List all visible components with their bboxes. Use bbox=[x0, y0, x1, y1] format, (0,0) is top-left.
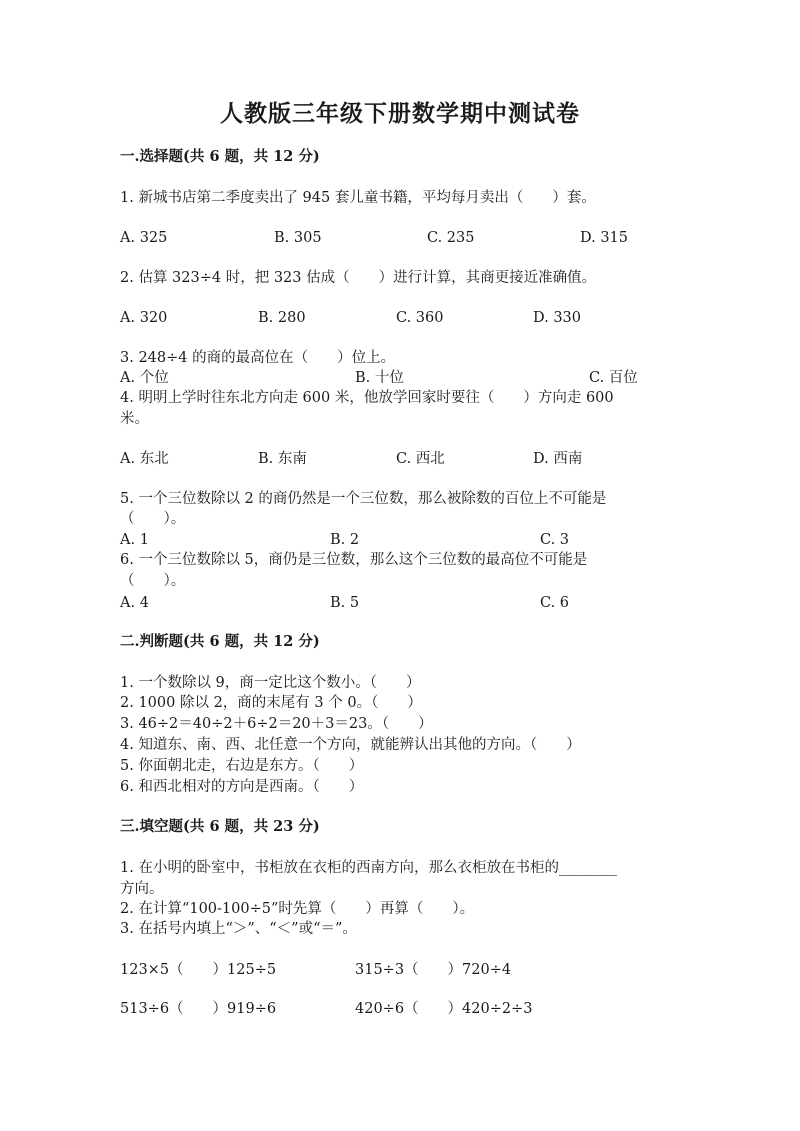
option-1-5-a: A. 1 bbox=[120, 532, 149, 548]
option-1-4-a: A. 东北 bbox=[120, 451, 169, 467]
question-1-4-line1: 4. 明明上学时往东北方向走 600 米，他放学回家时要往（ ）方向走 600 bbox=[120, 390, 614, 406]
option-1-4-b: B. 东南 bbox=[258, 451, 307, 467]
question-1-5-line2: （ ）。 bbox=[120, 511, 186, 527]
option-1-5-c: C. 3 bbox=[540, 532, 570, 548]
compare-expression: 420÷6（ ）420÷2÷3 bbox=[355, 1001, 533, 1017]
option-1-6-a: A. 4 bbox=[120, 595, 149, 611]
compare-expression: 123×5（ ）125÷5 bbox=[120, 962, 277, 978]
option-1-2-d: D. 330 bbox=[533, 310, 582, 326]
question-1-6-line1: 6. 一个三位数除以 5，商仍是三位数，那么这个三位数的最高位不可能是 bbox=[120, 552, 588, 568]
question-1-5-line1: 5. 一个三位数除以 2 的商仍然是一个三位数，那么被除数的百位上不可能是 bbox=[120, 491, 607, 507]
option-1-2-a: A. 320 bbox=[120, 310, 168, 326]
section-heading-judgement: 二.判断题(共 6 题，共 12 分) bbox=[120, 633, 320, 650]
judgement-item-2: 2. 1000 除以 2，商的末尾有 3 个 0。（ ） bbox=[120, 695, 422, 711]
judgement-item-3: 3. 46÷2＝40÷2＋6÷2＝20＋3＝23。（ ） bbox=[120, 716, 433, 732]
section-heading-choice: 一.选择题(共 6 题，共 12 分) bbox=[120, 148, 320, 165]
question-1-2: 2. 估算 323÷4 时，把 323 估成（ ）进行计算，其商更接近准确值。 bbox=[120, 270, 597, 286]
option-1-5-b: B. 2 bbox=[330, 532, 360, 548]
compare-expression: 315÷3（ ）720÷4 bbox=[355, 962, 512, 978]
question-1-1: 1. 新城书店第二季度卖出了 945 套儿童书籍，平均每月卖出（ ）套。 bbox=[120, 190, 596, 206]
option-1-3-c: C. 百位 bbox=[589, 370, 638, 386]
question-1-6-line2: （ ）。 bbox=[120, 573, 186, 589]
judgement-item-1: 1. 一个数除以 9，商一定比这个数小。（ ） bbox=[120, 675, 421, 691]
question-1-4-line2: 米。 bbox=[120, 411, 149, 427]
option-1-1-b: B. 305 bbox=[274, 230, 322, 246]
option-1-1-d: D. 315 bbox=[580, 230, 629, 246]
fill-question-3: 3. 在括号内填上“＞”、“＜”或“＝”。 bbox=[120, 921, 357, 937]
judgement-item-6: 6. 和西北相对的方向是西南。（ ） bbox=[120, 779, 364, 795]
fill-question-2: 2. 在计算“100-100÷5”时先算（ ）再算（ ）。 bbox=[120, 901, 475, 917]
section-heading-fill: 三.填空题(共 6 题，共 23 分) bbox=[120, 818, 320, 835]
fill-question-1-line1: 1. 在小明的卧室中，书柜放在衣柜的西南方向，那么衣柜放在书柜的________ bbox=[120, 860, 617, 876]
option-1-4-d: D. 西南 bbox=[533, 451, 583, 467]
judgement-item-4: 4. 知道东、南、西、北任意一个方向，就能辨认出其他的方向。（ ） bbox=[120, 737, 581, 753]
option-1-6-c: C. 6 bbox=[540, 595, 570, 611]
option-1-6-b: B. 5 bbox=[330, 595, 360, 611]
option-1-3-b: B. 十位 bbox=[355, 370, 404, 386]
page-title: 人教版三年级下册数学期中测试卷 bbox=[220, 100, 580, 127]
option-1-2-b: B. 280 bbox=[258, 310, 306, 326]
compare-expression: 513÷6（ ）919÷6 bbox=[120, 1001, 277, 1017]
option-1-3-a: A. 个位 bbox=[120, 370, 169, 386]
fill-question-1-line2: 方向。 bbox=[120, 881, 164, 897]
question-1-3: 3. 248÷4 的商的最高位在（ ）位上。 bbox=[120, 350, 396, 366]
judgement-item-5: 5. 你面朝北走，右边是东方。（ ） bbox=[120, 758, 364, 774]
option-1-1-a: A. 325 bbox=[120, 230, 168, 246]
option-1-1-c: C. 235 bbox=[427, 230, 475, 246]
option-1-4-c: C. 西北 bbox=[396, 451, 445, 467]
option-1-2-c: C. 360 bbox=[396, 310, 444, 326]
